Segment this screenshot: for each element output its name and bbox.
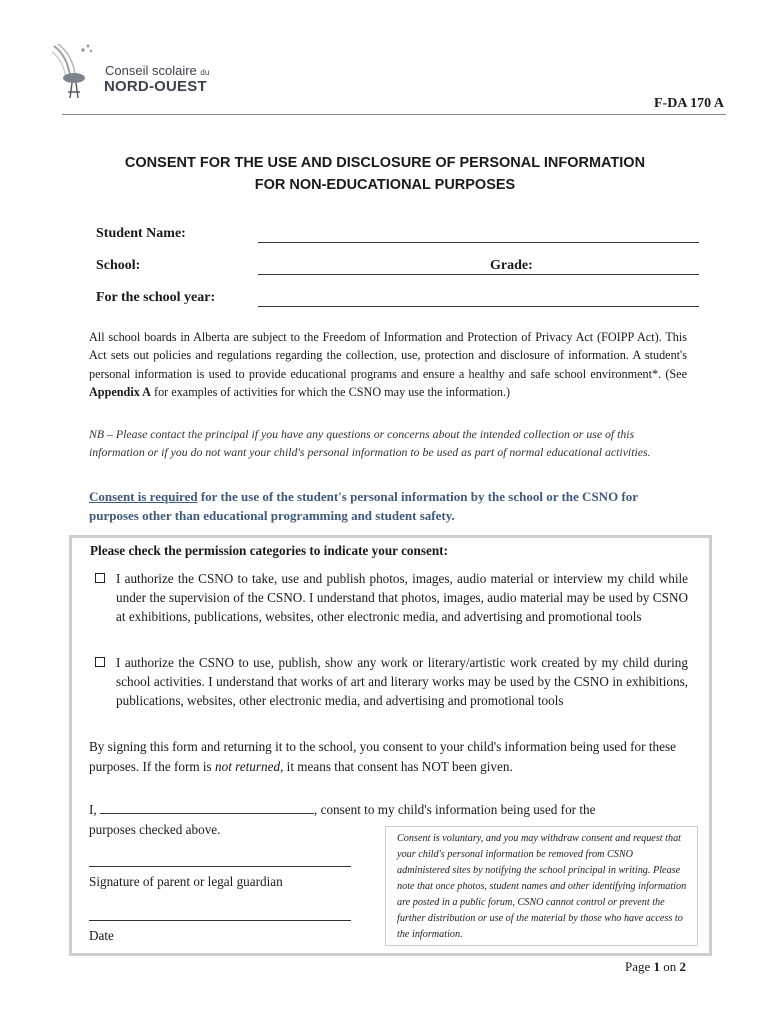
header-divider <box>62 114 726 115</box>
logo-emblem-icon <box>48 42 108 106</box>
signature-label: Signature of parent or legal guardian <box>89 874 283 889</box>
student-name-label: Student Name: <box>96 226 186 241</box>
checkbox-photos-consent[interactable] <box>95 573 105 583</box>
page-number: Page 1 on 2 <box>624 959 686 974</box>
consent-declaration-line1: I, , consent to my child's information being used for the <box>89 802 596 817</box>
school-label: School: <box>96 258 141 273</box>
student-name-field[interactable] <box>258 242 699 243</box>
parent-name-field[interactable] <box>100 801 314 814</box>
consent-declaration-line2: purposes checked above. <box>89 822 221 837</box>
logo-text-line2: NORD-OUEST <box>104 78 207 95</box>
logo-text-line1: Conseil scolaire du <box>105 63 210 78</box>
form-code: F-DA 170 A <box>654 96 724 111</box>
date-label: Date <box>89 928 114 943</box>
page-title-line2: FOR NON-EDUCATIONAL PURPOSES <box>254 177 516 193</box>
date-field[interactable] <box>89 920 351 921</box>
grade-label: Grade: <box>490 258 533 273</box>
school-grade-field[interactable] <box>258 274 699 275</box>
consent-box-heading: Please check the permission categories to indicate your consent: <box>90 543 448 558</box>
nb-note: NB – Please contact the principal if you have any questions or concerns about the intended collection or use of this information or if you do not want your child's personal information to be used as part of normal educational activities. <box>89 427 651 459</box>
school-year-label: For the school year: <box>96 290 216 305</box>
checkbox-works-consent[interactable] <box>95 657 105 667</box>
option-works-text: I authorize the CSNO to use, publish, show any work or literary/artistic work created by my child during school activities. I understand that works of art and literary works may be used by the CSNO in exhibitions, publications, websites, other electronic media, and advertising and promotional tools <box>116 655 688 709</box>
signature-field[interactable] <box>89 866 351 867</box>
school-year-field[interactable] <box>258 306 699 307</box>
option-photos-text: I authorize the CSNO to take, use and publish photos, images, audio material or interview my child while under the supervision of the CSNO. I understand that photos, images, audio material may be used by CSNO at exhibitions, publications, websites, other electronic media, and advertising and promotional tools <box>116 571 688 625</box>
intro-paragraph: All school boards in Alberta are subject to the Freedom of Information and Protection of Privacy Act (FOIPP Act). This Act sets out policies and regulations regarding the collection, use, protection and disclosure of information. A student's personal information is used to provide educational programs and ensure a healthy and safe school environment*. (See Appendix A for examples of activities for which the CSNO may use the information.) <box>89 330 687 399</box>
consent-required-statement: Consent is required for the use of the student's personal information by the school or the CSNO for purposes other than educational programming and student safety. <box>89 489 638 523</box>
signing-statement: By signing this form and returning it to the school, you consent to your child's information being used for these purposes. If the form is not returned, it means that consent has NOT been given. <box>89 739 676 774</box>
page-title-line1: CONSENT FOR THE USE AND DISCLOSURE OF PERSONAL INFORMATION <box>124 155 646 171</box>
voluntary-consent-note: Consent is voluntary, and you may withdraw consent and request that your child's personal information be removed from CSNO administered sites by notifying the school principal in writing. Please note that once photos, student names and other identifying information are posted in a public forum, CSNO cannot control or prevent the further distribution or use of the material by those who have access to the information. <box>385 826 698 946</box>
